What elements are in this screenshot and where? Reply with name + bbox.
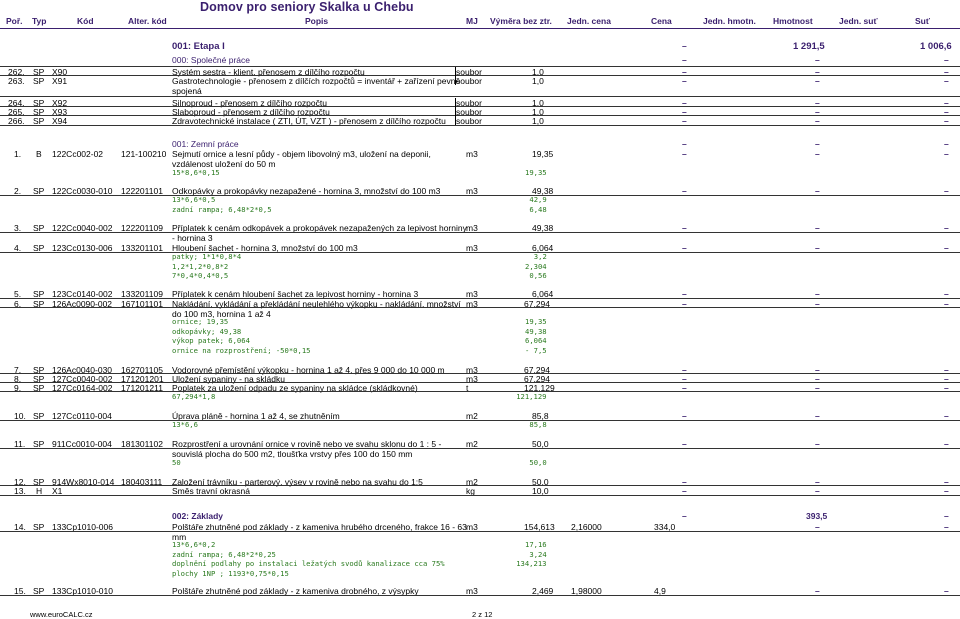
row-mj: m3 [466,586,478,596]
row-dash-sut: – [944,477,949,487]
calc-formula: 13*6,6 [172,420,198,429]
row-typ: B [36,149,42,159]
row-popis: Silnoproud - přenosem z dílčího rozpočtu [172,98,327,108]
calc-value: 42,9 [529,195,547,204]
calc-value: - 7,5 [525,345,547,355]
row-popis: Směs travní okrasná [172,486,250,496]
row-mj: soubor [456,76,482,86]
row-dash-sut: – [944,116,949,126]
row-dash-hmotnost: – [815,383,820,393]
row-popis: Odkopávky a prokopávky nezapažené - hornina 3, množství do 100 m3 [172,186,441,196]
zaklady-dash: – [682,511,687,521]
row-alter-kod: 171201201 [121,374,164,384]
calc-formula: 1,2*1,2*0,8*2 [172,261,229,271]
row-dash-hmotnost: – [815,289,820,299]
col-header-typ: Typ [32,16,47,26]
footer-left: www.euroCALC.cz [30,610,93,619]
col-header-cena: Cena [651,16,672,26]
row-typ: SP [33,411,45,421]
row-dash-sut: – [944,522,949,532]
row-mj: m3 [466,243,478,253]
row-kod: X1 [52,486,63,496]
calc-value: 19,35 [525,317,547,326]
row-mj: kg [466,486,475,496]
row-popis: souvislá plocha do 500 m2, tloušťka vrstvy přes 100 do 150 mm [172,448,413,459]
row-dash-cena: – [682,374,687,384]
row-dash-hmotnost: – [815,186,820,196]
row-por: 12. [14,477,26,487]
row-dash-hmotnost: – [815,98,820,108]
row-popis: Rozprostření a urovnání ornice v rovině nebo ve svahu sklonu do 1 : 5 - [172,439,442,449]
row-dash-hmotnost: – [815,299,820,309]
calc-formula: doplnění podlahy po instalaci ležatých svodů kanalizace cca 75% [172,559,445,568]
row-typ: SP [33,186,45,196]
row-cena: 334,0 [654,522,676,532]
row-por: 9. [14,383,22,393]
col-header-sut: Suť [915,16,930,26]
row-dash-hmotnost: – [815,486,820,496]
row-por: 1. [14,149,22,159]
row-vymera: 6,064 [532,243,554,253]
row-popis: Polštáře zhutněné pod základy - z kameniva drobného, z výsypky [172,586,419,596]
row-dash-hmotnost: – [815,477,820,487]
calc-value: 134,213 [516,559,547,568]
row-popis: vzdálenost uložení do 50 m [172,158,276,169]
row-typ: SP [33,223,45,233]
row-rule [0,531,960,532]
row-vymera: 154,613 [524,522,555,532]
row-alter-kod: 122201101 [121,186,163,196]
row-popis: Příplatek k cenám odkopávek a prokopávek nezapažených za lepivost horniny [172,223,467,233]
row-mj: t [466,383,469,393]
row-por: 3. [14,223,22,233]
row-typ: H [36,486,43,496]
row-kod: 122Cc002-02 [52,149,104,159]
row-dash-hmotnost: – [815,365,820,375]
row-typ: SP [33,365,45,375]
row-dash-sut: – [944,76,949,86]
row-kod: 911Cc0010-004 [52,439,112,449]
row-vymera: 1,0 [532,76,544,86]
row-dash-sut: – [944,186,949,196]
calc-formula: 13*6,6*0,5 [172,195,216,204]
row-popis: Gastrotechnologie - přenosem z dílčích rozpočtů = inventář + zařízení pevně [172,76,461,86]
row-popis: Založení trávníku - parterový, výsev v rovině nebo na svahu do 1:5 [172,477,423,487]
col-header-hmotnost: Hmotnost [773,16,813,26]
row-mj: m2 [466,411,478,421]
row-dash-hmotnost: – [815,411,820,421]
row-kod: 127Cc0040-002 [52,374,113,384]
row-vymera: 2,469 [532,586,554,596]
section-zaklady: 002: Základy [172,511,224,521]
row-typ: SP [33,243,45,253]
row-dash-hmotnost: – [815,107,820,117]
spolecne-dash-hmotnost: – [815,55,820,65]
row-por: 7. [14,365,22,375]
row-kod: X94 [52,116,68,126]
row-mj: soubor [456,98,482,108]
row-mj: m3 [466,186,478,196]
row-dash-sut: – [944,289,949,299]
calc-formula: 15*8,6*0,15 [172,168,220,177]
row-dash-cena: – [682,289,687,299]
row-vymera: 1,0 [532,98,544,108]
zemni-dash-sut: – [944,139,949,149]
zemni-dash-cena: – [682,139,687,149]
row-vymera: 1,0 [532,107,544,117]
calc-formula: 50 [172,458,181,467]
row-mj: m3 [466,299,478,309]
row-typ: SP [33,477,45,487]
row-por: 5. [14,289,22,299]
row-popis: Slaboproud - přenosem z dílčího rozpočtu [172,107,330,117]
row-dash-cena: – [682,186,687,196]
calc-value: 6,48 [529,204,547,214]
row-popis: do 100 m3, hornina 1 až 4 [172,308,271,319]
calc-value: 3,24 [529,549,547,559]
row-dash-hmotnost: – [815,223,820,233]
row-separator [455,67,456,76]
etapa-sut: 1 006,6 [920,41,952,52]
row-typ: SP [33,522,45,532]
spolecne-dash-cena: – [682,55,687,65]
calc-value: 17,16 [525,540,547,549]
row-kod: 122Cc0040-002 [52,223,113,233]
col-header-jedn-cena: Jedn. cena [567,16,611,26]
header-rule [0,28,960,29]
row-dash-hmotnost: – [815,586,820,596]
row-alter-kod: 180403111 [121,477,163,487]
row-alter-kod: 133201101 [121,243,163,253]
row-dash-sut: – [944,586,949,596]
row-dash-sut: – [944,486,949,496]
calc-value: 6,064 [525,336,547,345]
row-typ: SP [33,299,45,309]
row-rule [0,125,960,126]
row-popis: Hloubení šachet - hornina 3, množství do 100 m3 [172,243,358,253]
row-vymera: 49,38 [532,223,554,233]
row-vymera: 67,294 [524,374,550,384]
row-kod: 127Cc0110-004 [52,411,112,421]
row-dash-cena: – [682,299,687,309]
row-dash-hmotnost: – [815,522,820,532]
row-dash-hmotnost: – [815,243,820,253]
row-dash-hmotnost: – [815,374,820,384]
row-dash-sut: – [944,365,949,375]
row-dash-hmotnost: – [815,439,820,449]
row-mj: soubor [456,67,482,77]
row-separator [455,107,456,116]
row-por: 266. [8,116,25,126]
row-dash-cena: – [682,411,687,421]
row-dash-sut: – [944,67,949,77]
row-popis: Úprava pláně - hornina 1 až 4, se zhutněním [172,411,340,421]
row-por: 10. [14,411,26,421]
row-popis: - hornina 3 [172,232,213,243]
row-popis: Sejmutí ornice a lesní půdy - objem libovolný m3, uložení na deponii, [172,149,431,159]
row-vymera: 1,0 [532,67,544,77]
row-por: 4. [14,243,22,253]
row-por: 265. [8,107,25,117]
row-kod: 126Ac0040-030 [52,365,113,375]
row-mj: m3 [466,522,478,532]
row-vymera: 85,8 [532,411,549,421]
row-por: 15. [14,586,26,596]
col-header-por: Poř. [6,16,23,26]
row-alter-kod: 167101101 [121,299,163,309]
section-zemni-prace: 001: Zemní práce [172,139,239,149]
etapa-label: 001: Etapa I [172,41,225,52]
row-rule [0,595,960,596]
row-mj: m3 [466,223,478,233]
row-dash-sut: – [944,107,949,117]
row-por: 264. [8,98,25,108]
row-mj: m2 [466,439,478,449]
row-typ: SP [33,439,45,449]
calc-formula: výkop patek; 6,064 [172,336,250,345]
row-rule [0,96,960,97]
row-popis: Vodorovné přemístění výkopku - hornina 1 až 4, přes 9 000 do 10 000 m [172,365,445,375]
col-header-popis: Popis [305,16,329,26]
calc-value: 50,0 [529,458,547,467]
section-spolecne-prace: 000: Společné práce [172,55,250,65]
row-rule [0,448,960,449]
row-jedn-cena: 1,98000 [571,586,602,596]
row-rule [0,307,960,308]
col-header-vymera: Výměra bez ztr. [490,16,552,26]
row-vymera: 1,0 [532,116,544,126]
row-dash-sut: – [944,243,949,253]
row-popis: Zdravotechnické instalace ( ZTI, ÚT, VZT ) - přenosem z dílčího rozpočtu [172,116,446,126]
row-por: 14. [14,522,26,532]
row-typ: SP [33,383,45,393]
row-dash-cena: – [682,365,687,375]
row-cena: 4,9 [654,586,666,596]
zaklady-dash-sut: – [944,511,949,521]
col-header-jedn-sut: Jedn. suť [839,16,878,26]
calc-formula: ornice; 19,35 [172,317,229,326]
row-popis: Polštáře zhutněné pod základy - z kameniva hrubého drceného, frakce 16 - 63 [172,522,467,532]
row-alter-kod: 122201109 [121,223,163,233]
row-por: 13. [14,486,26,496]
row-kod: X93 [52,107,68,117]
calc-formula: plochy 1NP ; 1193*0,75*0,15 [172,568,289,578]
row-rule [0,195,960,196]
row-kod: 914Wx8010-014 [52,477,115,487]
row-alter-kod: 162701105 [121,365,163,375]
zemni-dash-hmotnost: – [815,139,820,149]
row-dash-sut: – [944,299,949,309]
row-popis: Nakládání, vykládání a překládání neulehlého výkopku - nakládání, množství [172,299,461,309]
row-vymera: 67,294 [524,365,550,375]
row-rule [0,420,960,421]
row-kod: 133Cp1010-010 [52,586,113,596]
col-header-mj: MJ [466,16,478,26]
row-dash-cena: – [682,439,687,449]
row-por: 2. [14,186,22,196]
row-vymera: 50,0 [532,439,549,449]
row-popis: spojená [172,85,202,96]
calc-value: 2,304 [525,261,547,271]
page-title: Domov pro seniory Skalka u Chebu [200,0,414,14]
row-por: 8. [14,374,22,384]
calc-formula: ornice na rozprostření; -50*0,15 [172,345,311,355]
row-dash-sut: – [944,149,949,159]
row-por: 262. [8,67,25,77]
row-kod: 123Cc0130-006 [52,243,113,253]
row-dash-cena: – [682,383,687,393]
calc-formula: odkopávky; 49,38 [172,326,242,336]
row-separator [455,98,456,107]
spolecne-dash-sut: – [944,55,949,65]
row-mj: m3 [466,149,478,159]
row-mj: m3 [466,374,478,384]
row-dash-cena: – [682,67,687,77]
row-dash-hmotnost: – [815,67,820,77]
calc-value: 3,2 [533,252,547,261]
row-alter-kod: 171201211 [121,383,163,393]
row-typ: SP [33,289,45,299]
row-kod: 127Cc0164-002 [52,383,113,393]
calc-value: 85,8 [529,420,547,429]
row-typ: SP [33,374,45,384]
row-alter-kod: 181301102 [121,439,163,449]
row-vymera: 10,0 [532,486,549,496]
row-vymera: 19,35 [532,149,554,159]
calc-formula: zadní rampa; 6,48*2*0,25 [172,549,276,559]
row-jedn-cena: 2,16000 [571,522,602,532]
row-popis: Poplatek za uložení odpadu ze sypaniny na skládce (skládkovné) [172,383,418,393]
calc-formula: 7*0,4*0,4*0,5 [172,271,229,280]
row-rule [0,252,960,253]
row-kod: 123Cc0140-002 [52,289,113,299]
row-popis: mm [172,531,187,542]
row-por: 263. [8,76,25,86]
row-dash-hmotnost: – [815,116,820,126]
row-typ: SP [33,98,45,108]
row-typ: SP [33,107,45,117]
row-mj: m2 [466,477,478,487]
col-header-kod: Kód [77,16,94,26]
row-vymera: 6,064 [532,289,554,299]
col-header-jedn-hmotn: Jedn. hmotn. [703,16,756,26]
row-mj: m3 [466,365,478,375]
row-dash-cena: – [682,98,687,108]
row-popis: Uložení sypaniny - na skládku [172,374,285,384]
row-typ: SP [33,116,45,126]
row-vymera: 121,129 [524,383,555,393]
row-typ: SP [33,76,45,86]
calc-value: 19,35 [525,168,547,177]
zaklady-cena: 393,5 [806,511,828,521]
row-vymera: 67,294 [524,299,550,309]
row-vymera: 49,38 [532,186,554,196]
row-rule [0,495,960,496]
footer-page: 2 z 12 [472,610,493,619]
calc-value: 0,56 [529,271,547,280]
calc-formula: patky; 1*1*0,8*4 [172,252,242,261]
row-kod: 122Cc0030-010 [52,186,113,196]
row-dash-sut: – [944,223,949,233]
calc-formula: 67,294*1,8 [172,392,216,401]
calc-formula: 13*6,6*0,2 [172,540,216,549]
row-dash-sut: – [944,383,949,393]
row-dash-cena: – [682,223,687,233]
row-dash-sut: – [944,439,949,449]
row-popis: Příplatek k cenám hloubení šachet za lepivost horniny - hornina 3 [172,289,419,299]
calc-value: 49,38 [525,326,547,336]
row-dash-cena: – [682,477,687,487]
row-dash-sut: – [944,374,949,384]
row-dash-sut: – [944,98,949,108]
row-typ: SP [33,67,45,77]
row-rule [0,232,960,233]
calc-value: 121,129 [516,392,547,401]
row-alter-kod: 133201109 [121,289,163,299]
row-kod: 126Ac0090-002 [52,299,113,309]
row-vymera: 50,0 [532,477,549,487]
row-popis: Systém sestra - klient, přenosem z dílčího rozpočtu [172,67,365,77]
row-dash-hmotnost: – [815,149,820,159]
row-mj: m3 [466,289,478,299]
row-por: 6. [14,299,22,309]
row-typ: SP [33,586,45,596]
row-kod: X90 [52,67,68,77]
row-dash-cena: – [682,243,687,253]
row-dash-sut: – [944,411,949,421]
row-dash-hmotnost: – [815,76,820,86]
calc-formula: zadní rampa; 6,48*2*0,5 [172,204,272,214]
row-dash-cena: – [682,76,687,86]
row-dash-cena: – [682,486,687,496]
row-mj: soubor [456,107,482,117]
etapa-cena: 1 291,5 [793,41,825,52]
row-dash-cena: – [682,107,687,117]
row-mj: soubor [456,116,482,126]
row-por: 11. [14,439,26,449]
row-kod: X91 [52,76,68,86]
row-dash-cena: – [682,116,687,126]
row-separator [455,116,456,125]
row-kod: 133Cp1010-006 [52,522,113,532]
col-header-alter-kod: Alter. kód [128,16,167,26]
row-separator [455,76,456,85]
row-rule [0,391,960,392]
row-dash-cena: – [682,149,687,159]
row-kod: X92 [52,98,68,108]
row-alter-kod: 121-100210 [121,149,167,159]
etapa-dash: – [682,41,687,51]
